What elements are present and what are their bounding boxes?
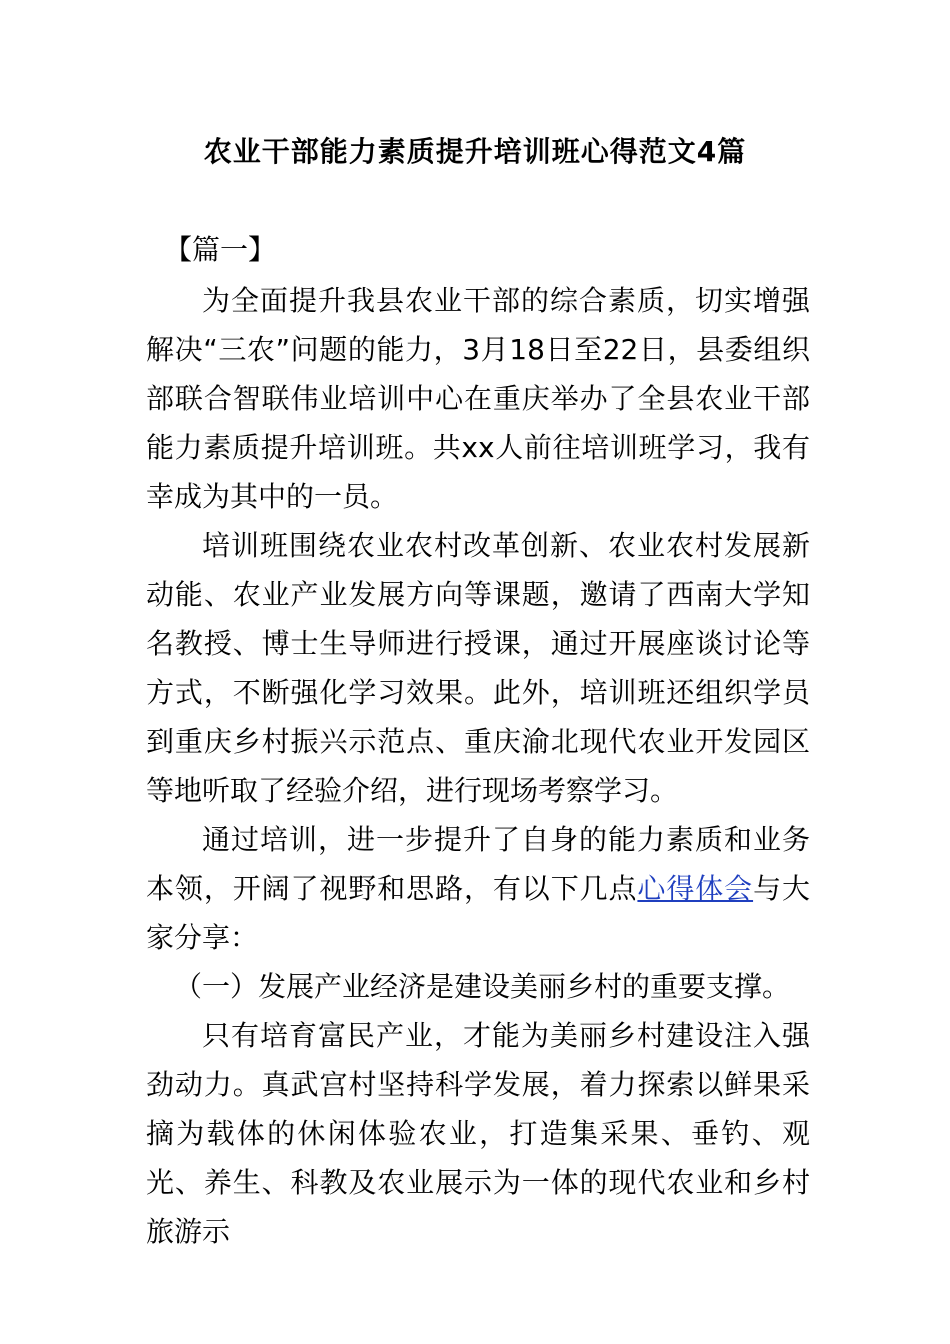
document-body <box>146 276 810 1256</box>
section-heading-part-one: 【篇一】 <box>164 233 277 266</box>
paragraph-2: 培训班围绕农业农村改革创新、农业农村发展新动能、农业产业发展方向等课题，邀请了西南大学知名教授、博士生导师进行授课，通过开展座谈讨论等方式，不断强化学习效果。此外，培训班还组织学员到重庆乡村振兴示范点、重庆渝北现代农业开发园区等地听取了经验介绍，进行现场考察学习。 <box>146 529 810 807</box>
paragraph-3-text-before: 通过培训，进一步提升了自身的能力素质和业务本领，开阔了视野和思路，有以下几点 <box>146 823 810 905</box>
paragraph-3 <box>146 815 810 962</box>
document-title: 农业干部能力素质提升培训班心得范文4篇 <box>203 135 747 168</box>
document-page <box>146 0 810 1344</box>
sub-heading-1: （一）发展产业经济是建设美丽乡村的重要支撑。 <box>174 970 791 1003</box>
paragraph-4: 只有培育富民产业，才能为美丽乡村建设注入强劲动力。真武宫村坚持科学发展，着力探索以鲜果采摘为载体的休闲体验农业，打造集采果、垂钓、观光、养生、科教及农业展示为一体的现代农业和乡村旅游示 <box>146 1019 810 1248</box>
experience-link[interactable]: 心得体会 <box>637 872 754 905</box>
paragraph-1: 为全面提升我县农业干部的综合素质，切实增强解决“三农”问题的能力，3月18日至22日，县委组织部联合智联伟业培训中心在重庆举办了全县农业干部能力素质提升培训班。共xx人前往培训班学习，我有幸成为其中的一员。 <box>146 284 810 513</box>
paragraph-3-text-after: 与大家分享： <box>146 872 810 954</box>
